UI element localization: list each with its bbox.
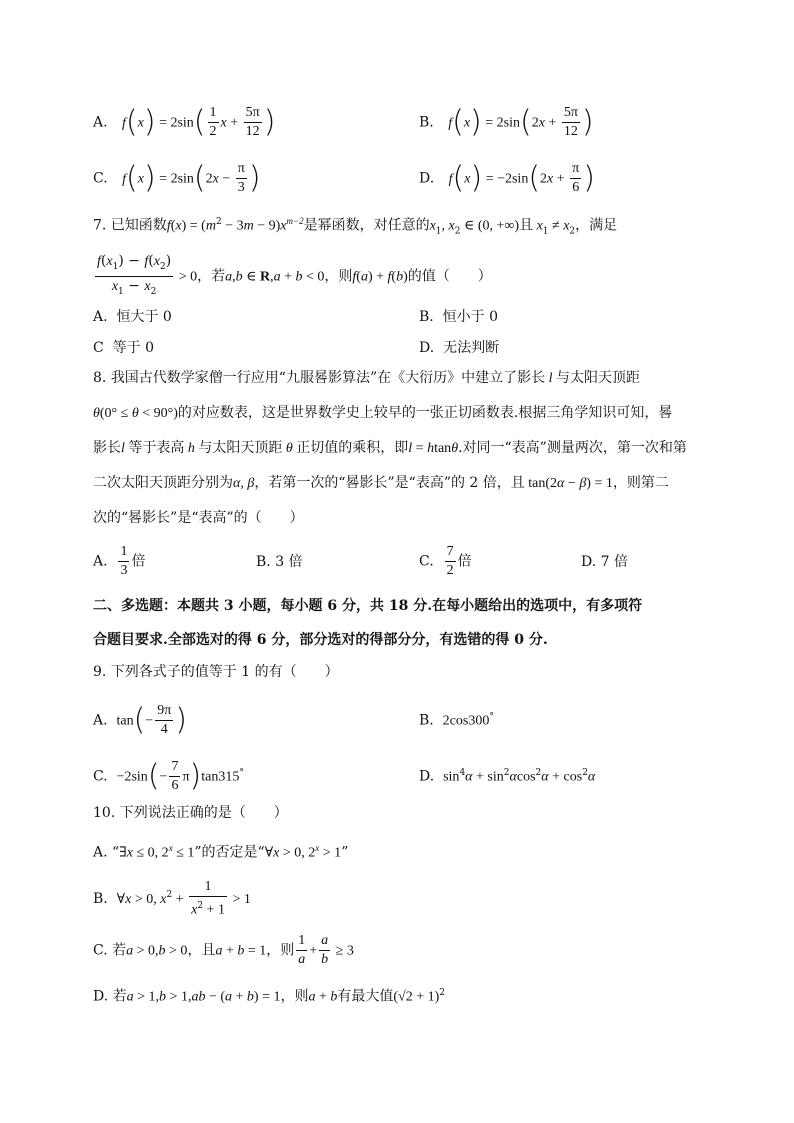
q7-option-a: A. 恒大于 0 <box>93 309 172 325</box>
q6-option-b: B. f(x) = 2sin(2x + $\frac{5\pi}{12}$ ) <box>419 104 594 140</box>
q10-option-b: B. ∀x > 0, $x^2$ + $\frac{1}{x^2 + 1}$ > 1 <box>93 879 251 918</box>
section2-heading-line2: 合题目要求.全部选对的得 6 分，部分选对的得部分分，有选错的得 0 分. <box>93 632 548 648</box>
q9-stem: 9. 下列各式子的值等于 1 的有（ ） <box>93 664 339 680</box>
q9-option-d: D. $\sin^4\alpha + \sin^2\alpha\cos^2\alpha + \cos^2\alpha$ <box>419 768 596 785</box>
q8-line1: 8. 我国古代数学家僧一行应用“九服晷影算法”在《大衍历》中建立了影长 l 与太阳天顶距 <box>93 370 641 386</box>
q8-line3: 影长l 等于表高 h 与太阳天顶距 θ 正切值的乘积，即l = htanθ.对同一“表高”测量两次，第一次和第 <box>93 440 687 456</box>
q10-option-a: A. “∃x ≤ 0, $2^x \le 1$”的否定是“∀x > 0, $2^x > 1$” <box>93 843 349 861</box>
q6-option-a: A. f(x) = 2sin( $\frac{1}{2}$ x + $\frac{5\pi}{12}$ ) <box>93 104 276 140</box>
q8-option-c: C. $\frac{7}{2}$ 倍 <box>419 544 472 578</box>
q6-option-d: D. f(x) = −2sin(2x + $\frac{\pi}{6}$ ) <box>419 160 595 196</box>
q10-option-d: D. 若a > 1,b > 1,ab − (a + b) = 1，则a + b有最大值$(√2 + 1)^2$ <box>93 988 446 1005</box>
q9-option-b: B. 2cos300° <box>419 712 494 729</box>
q7-stem-line2: $\frac{f(x_1) - f(x_2)}{x_1 - x_2}$ > 0，若a,b ∈ R,a + b < 0，则f(a) + f(b)的值（ ） <box>97 253 492 297</box>
q9-option-c: C. −2sin(− $\frac{7}{6}$ π)tan315° <box>93 758 244 794</box>
q8-option-b: B. 3 倍 <box>256 554 303 570</box>
q7-option-c: C 等于 0 <box>93 340 154 356</box>
section2-heading-line1: 二、多选题：本题共 3 小题，每小题 6 分，共 18 分.在每小题给出的选项中，有多项符 <box>93 598 643 614</box>
q8-line2: θ(0° ≤ θ < 90°)的对应数表，这是世界数学史上较早的一张正切函数表.根据三角学知识可知，晷 <box>93 405 673 421</box>
q6-option-c: C. f(x) = 2sin(2x − $\frac{\pi}{3}$ ) <box>93 160 261 196</box>
q7-option-d: D. 无法判断 <box>419 340 500 356</box>
q10-stem: 10. 下列说法正确的是（ ） <box>93 805 288 821</box>
q8-line5: 次的“晷影长”是“表高”的（ ） <box>93 510 304 526</box>
q10-option-c: C. 若a > 0,b > 0，且a + b = 1，则 $\frac{1}{a}$ + $\frac{a}{b}$ ≥ 3 <box>93 933 354 967</box>
q7-stem-line1: 7. 已知函数$f(x) = (m^2 - 3m - 9)x^{m-2}$是幂函数，对任意的$x_1$, $x_2$ ∈ (0, +∞)且 $x_1 \ne x_2$，满足 <box>93 216 618 237</box>
q9-option-a: A. tan(− $\frac{9\pi}{4}$ ) <box>93 702 187 738</box>
q8-line4: 二次太阳天顶距分别为α, β，若第一次的“晷影长”是“表高”的 2 倍，且 tan(2α − β) = 1，则第二 <box>93 475 669 491</box>
q8-option-d: D. 7 倍 <box>581 554 628 570</box>
q8-option-a: A. $\frac{1}{3}$ 倍 <box>93 544 146 578</box>
q7-option-b: B. 恒小于 0 <box>419 309 499 325</box>
